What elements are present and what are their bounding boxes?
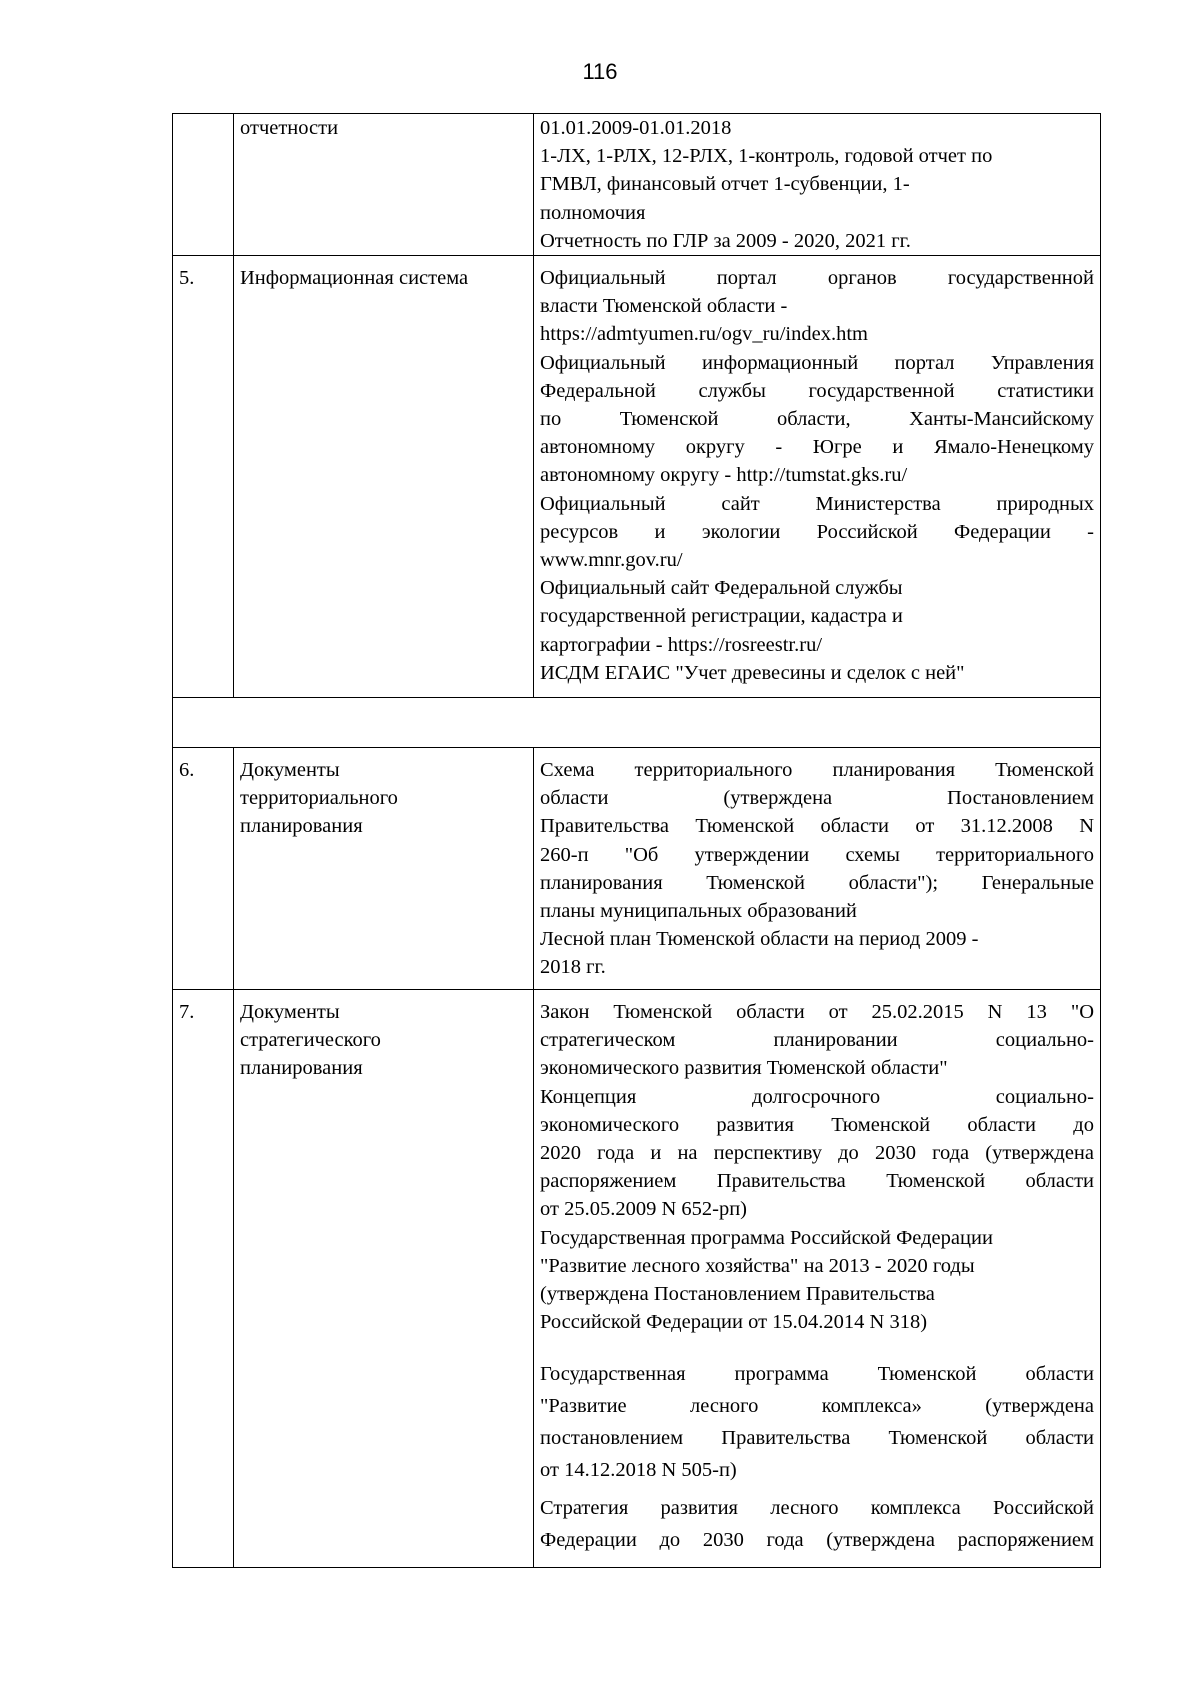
- sources-table: [172, 113, 1101, 1568]
- row-title-line: Документы: [240, 1001, 340, 1024]
- source-line: власти Тюменской области -: [540, 295, 788, 318]
- source-line: Схема территориального планирования Тюменской: [540, 759, 1094, 782]
- source-line: https://admtyumen.ru/ogv_ru/index.htm: [540, 323, 868, 346]
- source-line: Стратегия развития лесного комплекса Российской: [540, 1497, 1094, 1520]
- source-line: Федеральной службы государственной статистики: [540, 379, 1094, 402]
- source-line: 1-ЛХ, 1-РЛХ, 12-РЛХ, 1-контроль, годовой отчет по: [540, 145, 993, 168]
- page-number: 116: [582, 59, 618, 84]
- source-line: Федерации до 2030 года (утверждена распоряжением: [540, 1529, 1094, 1552]
- source-line: ГМВЛ, финансовый отчет 1-субвенции, 1-: [540, 173, 910, 196]
- source-line: полномочия: [540, 201, 646, 224]
- row-title-line: планирования: [240, 815, 363, 838]
- source-line: ИСДМ ЕГАИС "Учет древесины и сделок с ней": [540, 661, 965, 684]
- row-title: [234, 748, 534, 990]
- source-line: ресурсов и экологии Российской Федерации -: [540, 520, 1094, 543]
- row-title-line: планирования: [240, 1057, 363, 1080]
- row-title: [234, 256, 534, 698]
- source-line: Официальный портал органов государственной: [540, 267, 1094, 290]
- source-line: от 25.05.2009 N 652-рп): [540, 1198, 747, 1221]
- row-sources: [534, 748, 1101, 990]
- row-title-line: отчетности: [240, 117, 339, 139]
- row-number: 5.: [173, 256, 234, 698]
- source-line: картографии - https://rosreestr.ru/: [540, 633, 823, 656]
- source-line: распоряжением Правительства Тюменской области: [540, 1170, 1094, 1193]
- source-line: Закон Тюменской области от 25.02.2015 N 13 "О: [540, 1001, 1094, 1024]
- source-line: планирования Тюменской области"); Генеральные: [540, 871, 1094, 894]
- row-title: [234, 990, 534, 1568]
- source-line: 260-п "Об утверждении схемы территориального: [540, 843, 1094, 866]
- empty-cell: [173, 698, 1101, 748]
- row-title-line: стратегического: [240, 1029, 381, 1052]
- row-number: 6.: [173, 748, 234, 990]
- source-line: планы муниципальных образований: [540, 900, 857, 923]
- source-line: Официальный сайт Федеральной службы: [540, 577, 903, 600]
- source-line: автономному округу - Югре и Ямало-Ненецкому: [540, 436, 1094, 459]
- row-title-line: территориального: [240, 787, 398, 810]
- source-line: 01.01.2009-01.01.2018: [540, 117, 732, 139]
- row-title-line: Документы: [240, 759, 340, 782]
- source-line: от 14.12.2018 N 505-п): [540, 1459, 737, 1482]
- row-title: [234, 114, 534, 256]
- row-number: 7.: [173, 990, 234, 1568]
- source-line: области (утверждена Постановлением: [540, 787, 1094, 810]
- table-row: [173, 748, 1101, 990]
- source-line: (утверждена Постановлением Правительства: [540, 1283, 935, 1306]
- source-line: Российской Федерации от 15.04.2014 N 318): [540, 1311, 928, 1334]
- table-row: [173, 256, 1101, 698]
- source-line: Официальный информационный портал Управления: [540, 351, 1094, 374]
- source-line: по Тюменской области, Ханты-Мансийскому: [540, 408, 1094, 431]
- table-row: [173, 990, 1101, 1568]
- source-line: www.mnr.gov.ru/: [540, 549, 683, 572]
- row-sources: [534, 990, 1101, 1568]
- source-line: Концепция долгосрочного социально-: [540, 1085, 1094, 1108]
- source-line: "Развитие лесного комплекса» (утверждена: [540, 1395, 1094, 1418]
- source-line: Лесной план Тюменской области на период 2009 -: [540, 928, 979, 951]
- source-line: экономического развития Тюменской области": [540, 1057, 948, 1080]
- source-line: Государственная программа Тюменской области: [540, 1363, 1094, 1386]
- source-line: постановлением Правительства Тюменской области: [540, 1427, 1094, 1450]
- source-line: Официальный сайт Министерства природных: [540, 492, 1094, 515]
- source-line: Правительства Тюменской области от 31.12.2008 N: [540, 815, 1094, 838]
- source-line: "Развитие лесного хозяйства" на 2013 - 2020 годы: [540, 1254, 975, 1277]
- source-line: автономному округу - http://tumstat.gks.ru/: [540, 464, 908, 487]
- row-title-line: Информационная система: [240, 267, 469, 290]
- source-line: Государственная программа Российской Федерации: [540, 1226, 993, 1249]
- table-row: [173, 114, 1101, 256]
- empty-row: [173, 698, 1101, 748]
- source-line: государственной регистрации, кадастра и: [540, 605, 903, 628]
- source-line: стратегическом планировании социально-: [540, 1029, 1094, 1052]
- row-number: [173, 114, 234, 256]
- row-sources: [534, 114, 1101, 256]
- source-line: экономического развития Тюменской области до: [540, 1113, 1094, 1136]
- source-line: 2020 года и на перспективу до 2030 года (утверждена: [540, 1142, 1094, 1165]
- row-sources: [534, 256, 1101, 698]
- source-line: Отчетность по ГЛР за 2009 - 2020, 2021 гг.: [540, 229, 911, 252]
- source-line: 2018 гг.: [540, 956, 606, 979]
